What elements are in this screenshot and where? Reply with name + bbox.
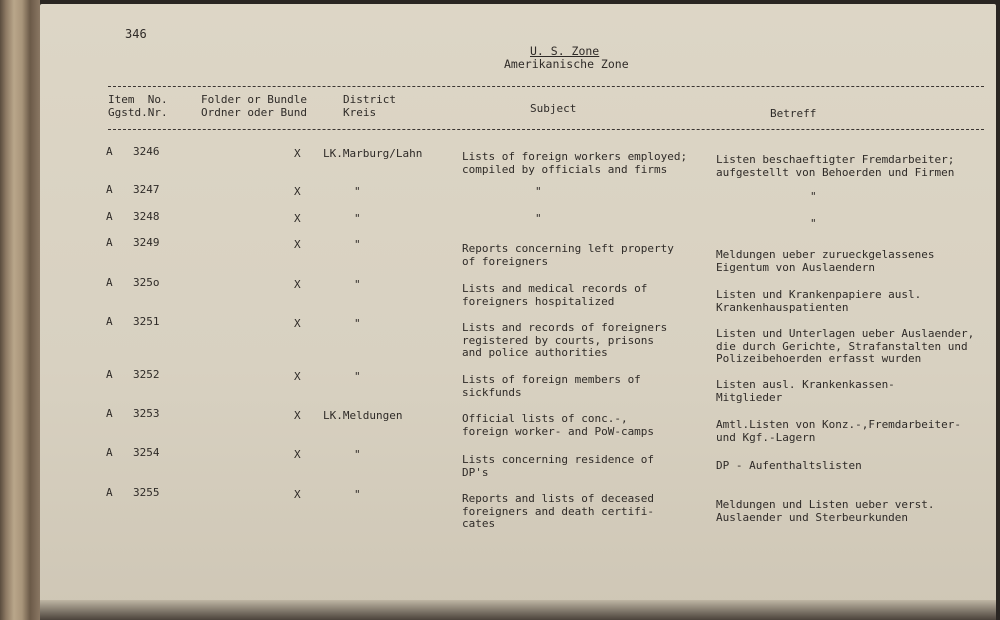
row-item-number: 3251 <box>133 315 160 328</box>
row-folder-mark: X <box>294 238 301 251</box>
row-district: " <box>354 317 361 330</box>
row-folder-mark: X <box>294 370 301 383</box>
header-betreff: Betreff <box>770 107 817 120</box>
row-betreff-line: Meldungen ueber zurueckgelassenes <box>716 248 935 261</box>
row-betreff-line: Listen beschaeftigter Fremdarbeiter; <box>716 153 955 166</box>
row-subject-line: Lists and records of foreigners <box>462 321 668 334</box>
row-subject-line: Lists and medical records of <box>462 282 648 295</box>
book-spine <box>0 0 40 620</box>
row-folder-mark: X <box>294 317 301 330</box>
row-letter: A <box>106 407 113 420</box>
row-folder-mark: X <box>294 185 301 198</box>
zone-title: U. S. Zone <box>530 44 600 58</box>
header-item-no: Item No. <box>108 93 168 106</box>
row-district: LK.Meldungen <box>323 409 403 422</box>
row-district: " <box>354 370 361 383</box>
row-district: " <box>354 238 361 251</box>
row-betreff-line: Listen und Unterlagen ueber Auslaender, <box>716 327 975 340</box>
row-betreff-line: Meldungen und Listen ueber verst. <box>716 498 935 511</box>
row-subject-line: " <box>535 212 542 225</box>
row-betreff-line: Eigentum von Auslaendern <box>716 260 875 274</box>
header-kreis: Kreis <box>343 106 377 119</box>
row-subject-line: Lists of foreign workers employed; <box>462 150 688 163</box>
row-district: " <box>354 448 361 461</box>
row-district: " <box>354 212 361 225</box>
row-letter: A <box>106 486 113 499</box>
header-folder: Folder or Bundle <box>201 93 307 106</box>
row-item-number: 3252 <box>133 368 160 381</box>
row-betreff-line: Auslaender und Sterbeurkunden <box>716 510 909 524</box>
row-folder-mark: X <box>294 212 301 225</box>
row-letter: A <box>106 183 113 196</box>
row-letter: A <box>106 276 113 289</box>
header-ordner: Ordner oder Bund <box>201 106 307 119</box>
header-rule-top <box>108 86 984 87</box>
row-letter: A <box>106 145 113 158</box>
row-subject-line: Reports and lists of deceased <box>462 492 655 505</box>
header-district: District <box>343 93 396 106</box>
row-subject-line: of foreigners <box>462 254 549 268</box>
row-subject-line: DP's <box>462 465 489 479</box>
row-subject-line: Official lists of conc.-, <box>462 412 628 425</box>
row-betreff-line: Listen ausl. Krankenkassen- <box>716 378 895 391</box>
page-number: 346 <box>125 27 147 41</box>
row-letter: A <box>106 315 113 328</box>
header-ggstd-nr: Ggstd.Nr. <box>108 106 168 119</box>
row-folder-mark: X <box>294 147 301 160</box>
header-rule-bottom <box>108 129 984 130</box>
row-letter: A <box>106 368 113 381</box>
row-betreff-line: Mitglieder <box>716 390 783 404</box>
row-betreff-line: Krankenhauspatienten <box>716 300 849 314</box>
row-betreff-line: Polizeibehoerden erfasst wurden <box>716 352 922 365</box>
row-subject-line: sickfunds <box>462 385 522 399</box>
row-subject-line: " <box>535 185 542 198</box>
row-item-number: 3247 <box>133 183 160 196</box>
row-district: " <box>354 185 361 198</box>
row-betreff-line: Amtl.Listen von Konz.-,Fremdarbeiter- <box>716 418 962 431</box>
row-folder-mark: X <box>294 448 301 461</box>
row-subject-line: and police authorities <box>462 346 608 359</box>
row-betreff-line: und Kgf.-Lagern <box>716 430 816 444</box>
zone-subtitle: Amerikanische Zone <box>504 57 629 71</box>
row-folder-mark: X <box>294 278 301 291</box>
row-district: " <box>354 488 361 501</box>
row-subject-line: compiled by officials and firms <box>462 162 668 176</box>
row-folder-mark: X <box>294 409 301 422</box>
row-subject-line: Reports concerning left property <box>462 242 674 255</box>
row-item-number: 3254 <box>133 446 160 459</box>
row-item-number: 3249 <box>133 236 160 249</box>
row-item-number: 325o <box>133 276 160 289</box>
row-folder-mark: X <box>294 488 301 501</box>
row-letter: A <box>106 446 113 459</box>
row-betreff-line: " <box>810 217 817 230</box>
row-betreff-line: DP - Aufenthaltslisten <box>716 459 862 472</box>
row-letter: A <box>106 210 113 223</box>
row-betreff-line: " <box>810 190 817 203</box>
header-subject: Subject <box>530 102 577 115</box>
row-betreff-line: die durch Gerichte, Strafanstalten und <box>716 339 968 353</box>
row-subject-line: Lists of foreign members of <box>462 373 641 386</box>
row-betreff-line: Listen und Krankenpapiere ausl. <box>716 288 922 301</box>
row-subject-line: foreigners hospitalized <box>462 294 615 308</box>
row-subject-line: Lists concerning residence of <box>462 453 655 466</box>
row-betreff-line: aufgestellt von Behoerden und Firmen <box>716 165 955 179</box>
row-subject-line: foreigners and death certifi- <box>462 504 655 518</box>
row-subject-line: cates <box>462 517 496 530</box>
row-district: " <box>354 278 361 291</box>
row-district: LK.Marburg/Lahn <box>323 147 423 160</box>
row-subject-line: foreign worker- and PoW-camps <box>462 424 655 438</box>
row-item-number: 3248 <box>133 210 160 223</box>
row-item-number: 3246 <box>133 145 160 158</box>
row-subject-line: registered by courts, prisons <box>462 333 655 347</box>
row-item-number: 3253 <box>133 407 160 420</box>
row-item-number: 3255 <box>133 486 160 499</box>
row-letter: A <box>106 236 113 249</box>
page-edge <box>40 600 996 620</box>
